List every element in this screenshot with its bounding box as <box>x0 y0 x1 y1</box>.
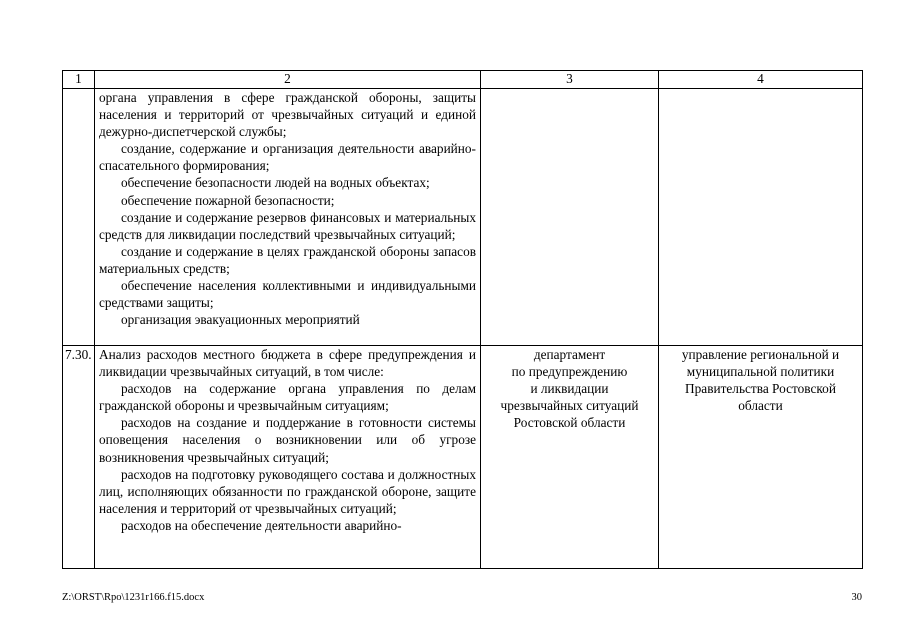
paragraph: расходов на обеспечение деятельности аварийно- <box>121 517 402 533</box>
header-col-4: 4 <box>659 71 863 89</box>
executor-line: департамент <box>533 347 606 362</box>
table-row <box>63 89 863 346</box>
row-number: 7.30. <box>63 346 95 569</box>
row-description <box>95 89 481 346</box>
executor-line: и ликвидации <box>530 381 609 397</box>
paragraph: организация эвакуационных мероприятий <box>121 312 360 328</box>
table-header-row <box>63 71 863 89</box>
paragraph: расходов на создание и поддержание в готовности системы оповещения населения о возникновении или об угрозе возникновения чрезвычайных ситуаций; <box>99 415 476 465</box>
paragraph: обеспечение безопасности людей на водных объектах; <box>121 175 430 191</box>
paragraph: обеспечение населения коллективными и индивидуальными средствами защиты; <box>99 278 476 311</box>
document-table <box>62 70 863 569</box>
header-col-2: 2 <box>95 71 481 89</box>
row-number <box>63 89 95 346</box>
row-executor <box>481 89 659 346</box>
header-col-3: 3 <box>481 71 659 89</box>
executor-line: чрезвычайных ситуаций <box>500 398 639 414</box>
executor-line: по предупреждению <box>511 364 628 380</box>
paragraph: расходов на содержание органа управления по делам гражданской обороны и чрезвычайным ситуациям; <box>99 381 476 414</box>
coexecutor-line: управление региональной и <box>681 347 840 362</box>
header-col-1: 1 <box>63 71 95 89</box>
file-path: Z:\ORST\Rpo\1231r166.f15.docx <box>62 592 205 603</box>
paragraph: создание, содержание и организация деятельности аварийно-спасательного формирования; <box>99 141 476 174</box>
paragraph: органа управления в сфере гражданской обороны, защиты населения и территорий от чрезвычайных ситуаций и единой дежурно-диспетчерской службы; <box>99 90 476 140</box>
page-number: 30 <box>851 592 862 603</box>
paragraph: обеспечение пожарной безопасности; <box>121 192 335 208</box>
paragraph: Анализ расходов местного бюджета в сфере предупреждения и ликвидации чрезвычайных ситуаций, в том числе: <box>99 347 476 380</box>
table-row <box>63 346 863 569</box>
executor-line: Ростовской области <box>513 415 626 431</box>
row-coexecutor <box>659 89 863 346</box>
row-executor <box>481 346 659 569</box>
row-description <box>95 346 481 569</box>
coexecutor-line: Правительства Ростовской <box>685 381 836 397</box>
paragraph: создание и содержание резервов финансовых и материальных средств для ликвидации последствий чрезвычайных ситуаций; <box>99 209 476 242</box>
paragraph: расходов на подготовку руководящего состава и должностных лиц, исполняющих обязанности по гражданской обороне, защите населения и территорий от чрезвычайных ситуаций; <box>99 466 476 516</box>
coexecutor-line: области <box>738 398 783 414</box>
paragraph: создание и содержание в целях гражданской обороны запасов материальных средств; <box>99 243 476 276</box>
coexecutor-line: муниципальной политики <box>686 364 835 380</box>
row-coexecutor <box>659 346 863 569</box>
